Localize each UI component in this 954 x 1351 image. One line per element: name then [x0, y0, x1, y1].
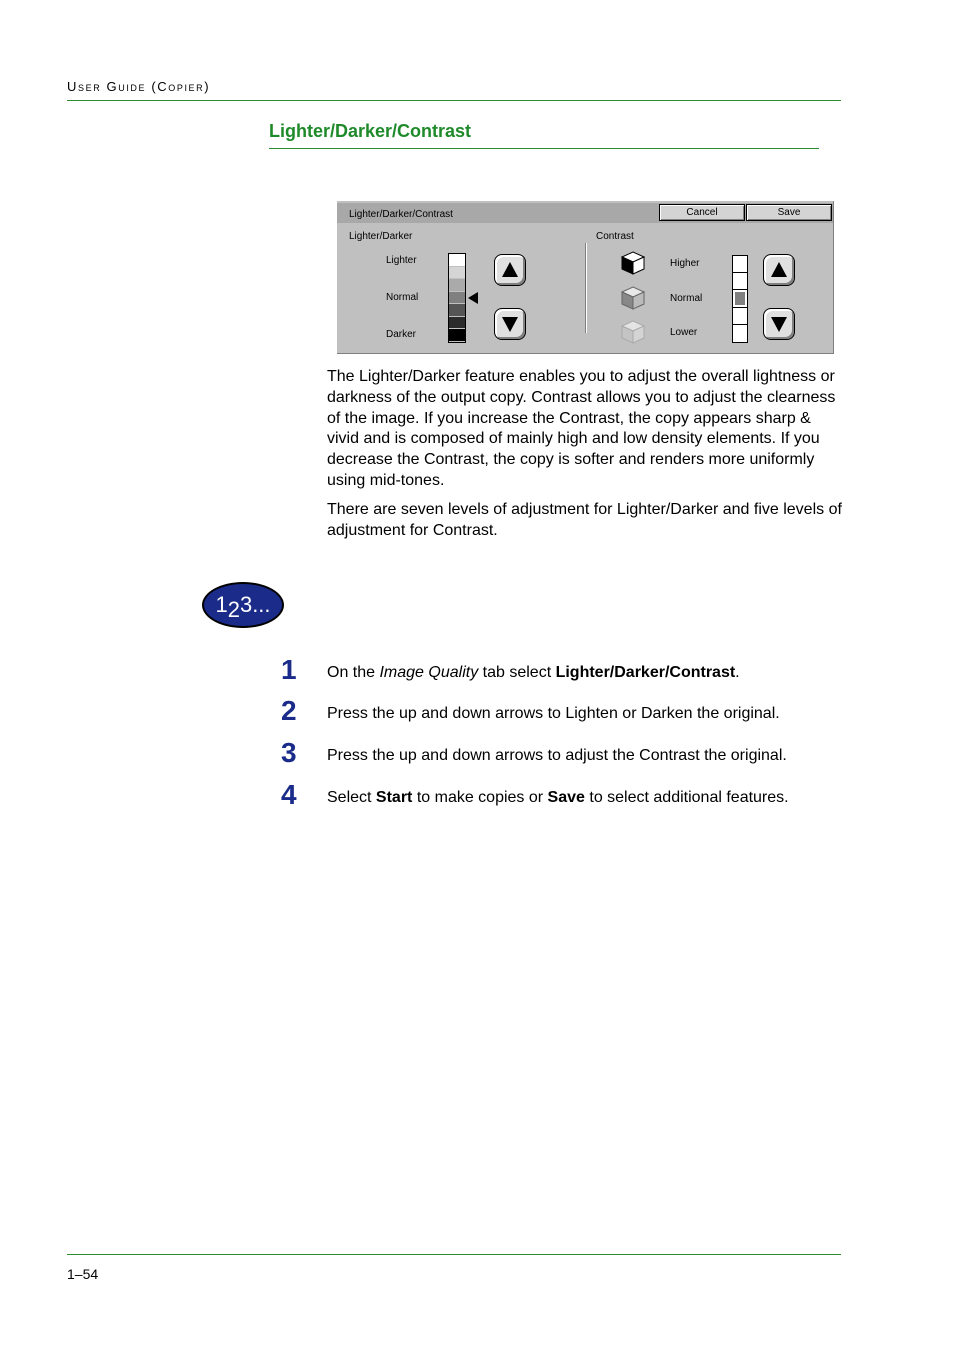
- arrow-down-icon: [770, 315, 788, 333]
- lighter-darker-scale: [448, 253, 466, 343]
- cancel-button[interactable]: Cancel: [659, 204, 745, 221]
- group-divider: [585, 243, 586, 333]
- lighter-darker-level: [449, 329, 465, 342]
- darker-label: Darker: [386, 329, 417, 340]
- lighter-darker-level: [449, 317, 465, 330]
- description-paragraph: The Lighter/Darker feature enables you to adjust the overall lightness or darkness of the output copy. Contrast allows you to adjust the clearness of the image. If you increase the Contrast, the copy appears sharp & vivid and is composed of mainly high and low density elements. If you decrease the Contrast, the copy is softer and renders more uniformly using mid-tones.: [327, 368, 836, 489]
- arrow-up-icon: [770, 261, 788, 279]
- arrow-up-icon: [501, 261, 519, 279]
- procedure-badge: [202, 582, 284, 628]
- step-text: On the Image Quality tab select Lighter/Darker/Contrast.: [327, 664, 740, 681]
- level-pointer-icon: [468, 292, 478, 304]
- step-text: Press the up and down arrows to adjust the Contrast the original.: [327, 747, 787, 764]
- contrast-level: [733, 308, 747, 325]
- save-button[interactable]: Save: [746, 204, 832, 221]
- running-header: User Guide (Copier): [67, 79, 211, 94]
- step-number: 2: [281, 695, 297, 726]
- screen-title: Lighter/Darker/Contrast: [349, 209, 453, 220]
- low-contrast-cube-icon: [621, 320, 645, 344]
- higher-label: Higher: [670, 258, 700, 269]
- step-number: 4: [281, 779, 297, 810]
- section-title: Lighter/Darker/Contrast: [269, 121, 472, 141]
- high-contrast-cube-icon: [621, 251, 645, 275]
- step-number: 3: [281, 737, 297, 768]
- contrast-level: [733, 273, 747, 290]
- step-text: Press the up and down arrows to Lighten or Darken the original.: [327, 705, 780, 722]
- page-number: 1–54: [67, 1266, 99, 1282]
- lighter-label: Lighter: [386, 255, 417, 266]
- contrast-level: [733, 256, 747, 273]
- contrast-normal-label: Normal: [670, 293, 703, 304]
- badge-sub: 2: [227, 597, 240, 622]
- lighter-darker-level: [449, 254, 465, 267]
- badge-rest: 3...: [239, 592, 271, 617]
- section-rule: [269, 148, 819, 149]
- step-text: Select Start to make copies or Save to select additional features.: [327, 789, 789, 806]
- badge-main: 1: [215, 592, 228, 617]
- lighter-darker-level: [449, 267, 465, 280]
- contrast-scale: [732, 255, 748, 343]
- lower-label: Lower: [670, 327, 698, 338]
- normal-contrast-cube-icon: [621, 286, 645, 310]
- contrast-down-button[interactable]: [763, 308, 795, 340]
- contrast-group-label: Contrast: [596, 231, 634, 242]
- lighter-darker-level: [449, 292, 465, 305]
- arrow-down-icon: [501, 315, 519, 333]
- footer-rule: [67, 1254, 841, 1255]
- lighter-darker-group-label: Lighter/Darker: [349, 231, 413, 242]
- levels-paragraph: There are seven levels of adjustment for Lighter/Darker and five levels of adjustment for Contrast.: [327, 501, 842, 539]
- lighter-darker-level: [449, 304, 465, 317]
- darker-down-button[interactable]: [494, 308, 526, 340]
- normal-label: Normal: [386, 292, 419, 303]
- contrast-level: [733, 325, 747, 342]
- lighter-darker-contrast-screen: [336, 200, 833, 353]
- lighter-up-button[interactable]: [494, 254, 526, 286]
- header-rule: [67, 100, 841, 101]
- contrast-level: [733, 290, 747, 307]
- lighter-darker-level: [449, 279, 465, 292]
- step-number: 1: [281, 654, 297, 685]
- contrast-up-button[interactable]: [763, 254, 795, 286]
